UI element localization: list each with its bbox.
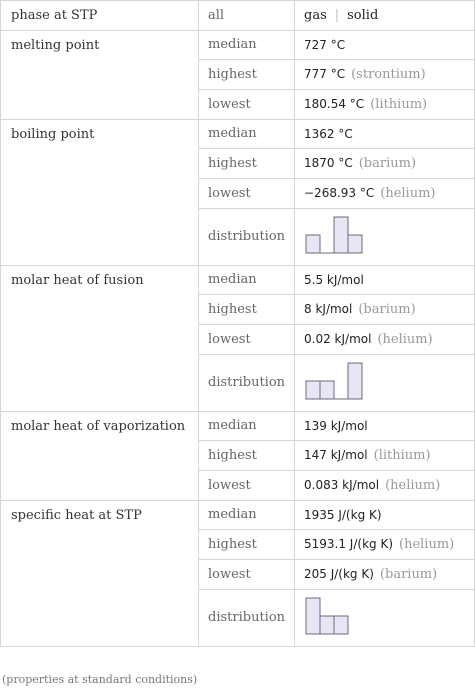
boiling-lowest-note: (helium) [380,186,436,201]
vaporization-lowest-note: (helium) [385,478,441,493]
stat-label: lowest [199,179,295,209]
boiling-lowest-value: −268.93 °C [304,186,375,200]
stat-label: distribution [199,209,295,266]
stat-label: highest [199,60,295,90]
stat-label: median [199,412,295,441]
boiling-lowest-cell [295,179,475,209]
table-row [1,501,475,530]
vaporization-lowest-cell [295,471,475,501]
vaporization-highest-value: 147 kJ/mol [304,448,368,462]
boiling-point-label: boiling point [1,120,199,266]
specific-heat-distribution-cell [295,590,475,647]
stat-label: highest [199,530,295,560]
boiling-distribution-cell [295,209,475,266]
melting-highest-note: (strontium) [351,67,426,82]
vaporization-highest-cell [295,441,475,471]
specific-heat-lowest-value: 205 J/(kg K) [304,567,374,581]
table-row [1,412,475,441]
fusion-distribution-cell [295,355,475,412]
boiling-distribution-histogram [304,213,384,261]
boiling-highest-value: 1870 °C [304,156,353,170]
melting-highest-cell [295,60,475,90]
stat-label: distribution [199,590,295,647]
specific-heat-label: specific heat at STP [1,501,199,647]
separator: | [334,7,340,23]
specific-heat-distribution-histogram [304,594,384,642]
specific-heat-highest-note: (helium) [399,537,455,552]
fusion-label: molar heat of fusion [1,266,199,412]
fusion-median-value: 5.5 kJ/mol [295,266,475,295]
melting-median-value: 727 °C [295,31,475,60]
histogram-bar [320,616,334,634]
fusion-lowest-value: 0.02 kJ/mol [304,332,372,346]
fusion-lowest-note: (helium) [377,332,433,347]
histogram-bar [320,381,334,399]
histogram-bar [306,381,320,399]
header-value [295,1,475,31]
phase-gas: gas [304,7,327,23]
stat-label: distribution [199,355,295,412]
stat-label: highest [199,441,295,471]
histogram-bar [348,235,362,253]
stat-label: median [199,266,295,295]
table-row [1,266,475,295]
stat-label: highest [199,149,295,179]
melting-point-label: melting point [1,31,199,120]
specific-heat-lowest-cell [295,560,475,590]
vaporization-label: molar heat of vaporization [1,412,199,501]
histogram-bar [348,363,362,399]
footnote: (properties at standard conditions) [2,673,198,686]
fusion-highest-cell [295,295,475,325]
melting-lowest-value: 180.54 °C [304,97,365,111]
boiling-highest-cell [295,149,475,179]
stat-label: lowest [199,560,295,590]
boiling-median-value: 1362 °C [295,120,475,149]
histogram-bar [334,616,348,634]
melting-highest-value: 777 °C [304,67,346,81]
fusion-distribution-histogram [304,359,384,407]
specific-heat-highest-value: 5193.1 J/(kg K) [304,537,393,551]
specific-heat-median-value: 1935 J/(kg K) [295,501,475,530]
fusion-highest-value: 8 kJ/mol [304,302,353,316]
vaporization-lowest-value: 0.083 kJ/mol [304,478,380,492]
vaporization-highest-note: (lithium) [373,448,431,463]
specific-heat-lowest-note: (barium) [379,567,438,582]
header-property: phase at STP [1,1,199,31]
stat-label: lowest [199,325,295,355]
stat-label: median [199,501,295,530]
stat-label: highest [199,295,295,325]
stat-label: lowest [199,471,295,501]
vaporization-median-value: 139 kJ/mol [295,412,475,441]
fusion-lowest-cell [295,325,475,355]
table-row [1,31,475,60]
phase-solid: solid [347,7,379,23]
melting-lowest-cell [295,90,475,120]
stat-label: lowest [199,90,295,120]
stat-label: median [199,31,295,60]
stat-label: median [199,120,295,149]
boiling-highest-note: (barium) [358,156,417,171]
specific-heat-highest-cell [295,530,475,560]
table-row [1,1,475,31]
histogram-bar [306,235,320,253]
histogram-bar [306,598,320,634]
table-row [1,120,475,149]
melting-lowest-note: (lithium) [370,97,428,112]
histogram-bar [334,217,348,253]
header-stat: all [199,1,295,31]
fusion-highest-note: (barium) [358,302,416,317]
